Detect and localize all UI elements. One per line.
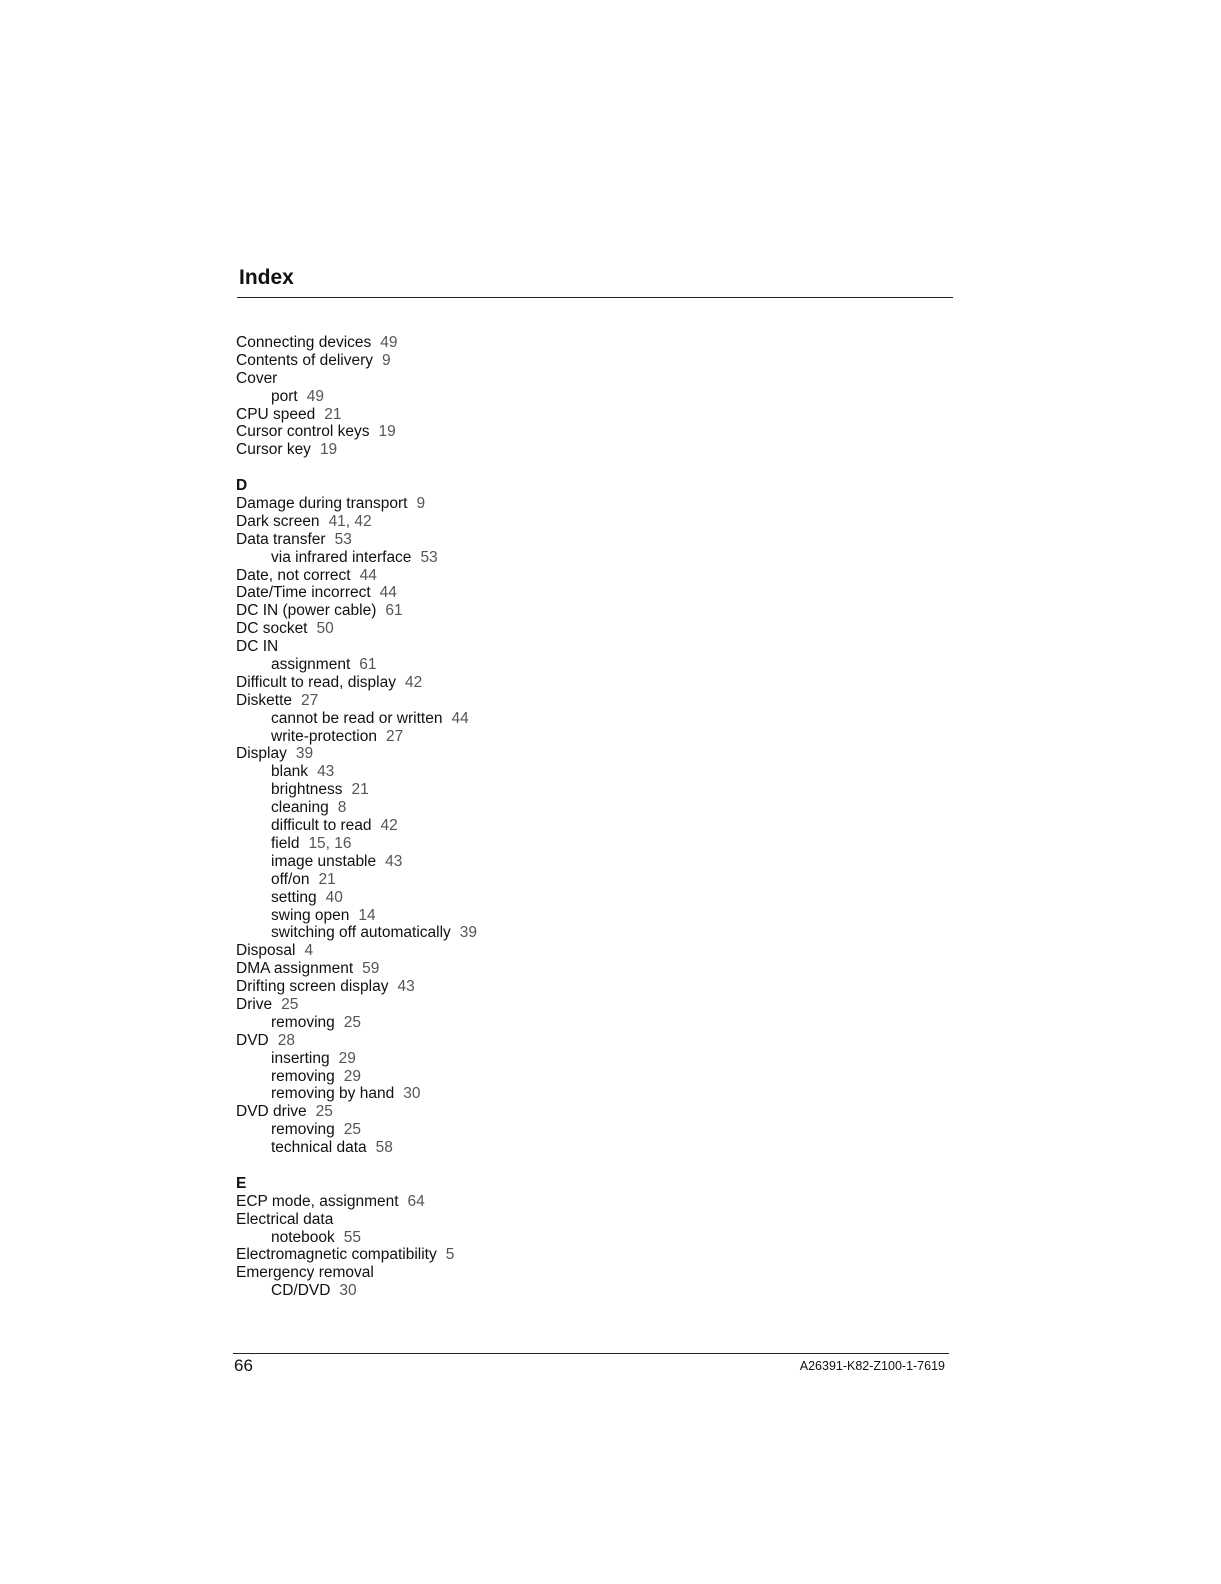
index-entry <box>236 406 656 424</box>
index-subentry <box>236 1085 656 1103</box>
index-entry <box>236 352 656 370</box>
index-page-ref: 25 <box>343 1121 361 1139</box>
index-page-ref: 28 <box>277 1031 295 1049</box>
index-term: Emergency removal <box>236 1264 374 1282</box>
header-rule <box>237 297 953 298</box>
index-page-ref: 29 <box>343 1067 361 1085</box>
index-term: Electrical data <box>236 1210 334 1228</box>
index-page-ref: 9 <box>416 495 426 513</box>
index-page-ref: 61 <box>385 602 403 620</box>
index-page-ref: 59 <box>362 960 380 978</box>
index-entry <box>236 1193 656 1211</box>
index-entry <box>236 334 656 352</box>
index-entry <box>236 495 656 513</box>
index-subentry <box>236 710 656 728</box>
index-subentry <box>236 728 656 746</box>
index-term: setting <box>271 888 317 906</box>
index-page-ref: 8 <box>337 799 347 817</box>
index-entry <box>236 638 656 656</box>
index-term: cannot be read or written <box>271 709 443 727</box>
index-term: inserting <box>271 1049 330 1067</box>
index-page-ref: 41, 42 <box>328 512 372 530</box>
index-term: Difficult to read, display <box>236 673 396 691</box>
index-term: Date/Time incorrect <box>236 584 371 602</box>
index-term: Diskette <box>236 691 292 709</box>
index-subentry <box>236 388 656 406</box>
index-term: technical data <box>271 1139 367 1157</box>
index-subentry <box>236 889 656 907</box>
index-term: difficult to read <box>271 817 372 835</box>
index-page-ref: 19 <box>378 423 396 441</box>
index-entry <box>236 1246 656 1264</box>
index-term: DC IN (power cable) <box>236 602 377 620</box>
index-subentry <box>236 871 656 889</box>
index-term: Drifting screen display <box>236 978 389 996</box>
index-page-ref: 29 <box>338 1049 356 1067</box>
index-page-ref: 30 <box>403 1085 421 1103</box>
index-entry <box>236 960 656 978</box>
index-entry <box>236 513 656 531</box>
index-entry <box>236 602 656 620</box>
index-term: write-protection <box>271 727 377 745</box>
index-page-ref: 19 <box>319 441 338 459</box>
index-page-ref: 25 <box>281 995 299 1013</box>
index-subentry <box>236 1068 656 1086</box>
index-subentry <box>236 656 656 674</box>
index-page-ref: 44 <box>379 584 397 602</box>
index-entry <box>236 745 656 763</box>
index-term: ECP mode, assignment <box>236 1192 399 1210</box>
index-page-ref: 4 <box>304 942 314 960</box>
group-spacer <box>236 1157 656 1175</box>
index-entry <box>236 1103 656 1121</box>
index-page-ref: 15, 16 <box>308 834 352 852</box>
index-term: removing <box>271 1067 335 1085</box>
index-term: Display <box>236 745 287 763</box>
index-page-ref: 21 <box>318 870 336 888</box>
index-page-ref: 27 <box>385 727 404 745</box>
footer-rule <box>233 1353 949 1354</box>
index-subentry <box>236 799 656 817</box>
index-page-ref: 25 <box>315 1103 333 1121</box>
index-term: swing open <box>271 906 350 924</box>
index-subentry <box>236 781 656 799</box>
index-page-ref: 25 <box>343 1013 361 1031</box>
index-subentry <box>236 763 656 781</box>
index-page-ref: 44 <box>451 709 469 727</box>
index-page-ref: 43 <box>317 763 335 781</box>
index-term: Disposal <box>236 942 296 960</box>
index-term: Damage during transport <box>236 495 408 513</box>
index-page-ref: 58 <box>375 1139 393 1157</box>
index-page-ref: 44 <box>359 566 377 584</box>
index-term: Electromagnetic compatibility <box>236 1246 437 1264</box>
index-page-ref: 61 <box>359 656 377 674</box>
index-entry <box>236 531 656 549</box>
index-term: Drive <box>236 995 273 1013</box>
index-letter-heading: E <box>236 1174 247 1192</box>
group-spacer <box>236 459 656 477</box>
index-term: CPU speed <box>236 405 316 423</box>
index-list <box>236 334 656 1300</box>
index-term: DVD drive <box>236 1103 307 1121</box>
index-entry <box>236 996 656 1014</box>
index-term: CD/DVD <box>271 1282 331 1300</box>
index-term: assignment <box>271 656 351 674</box>
index-page-ref: 49 <box>306 387 324 405</box>
index-term: notebook <box>271 1228 335 1246</box>
index-term: DMA assignment <box>236 960 354 978</box>
index-term: image unstable <box>271 852 377 870</box>
index-page-ref: 5 <box>445 1246 455 1264</box>
index-term: Contents of delivery <box>236 351 373 369</box>
index-term: Connecting devices <box>236 334 372 351</box>
index-term: Cover <box>236 369 278 387</box>
index-term: removing <box>271 1013 335 1031</box>
index-page-ref: 42 <box>380 817 398 835</box>
index-term: Cursor key <box>236 441 311 459</box>
index-subentry <box>236 1282 656 1300</box>
index-term: Data transfer <box>236 530 326 548</box>
index-entry <box>236 674 656 692</box>
index-term: off/on <box>271 870 310 888</box>
index-term: removing <box>271 1121 335 1139</box>
index-entry <box>236 1264 656 1282</box>
index-subentry <box>236 1014 656 1032</box>
index-subentry <box>236 907 656 925</box>
index-page-ref: 49 <box>380 334 398 351</box>
index-entry <box>236 370 656 388</box>
index-entry <box>236 942 656 960</box>
index-page-ref: 9 <box>382 351 391 369</box>
page-number: 66 <box>234 1356 253 1375</box>
index-entry <box>236 1032 656 1050</box>
index-page-ref: 14 <box>358 906 376 924</box>
index-subentry <box>236 549 656 567</box>
index-term: brightness <box>271 781 343 799</box>
index-page-ref: 21 <box>324 405 342 423</box>
index-subentry <box>236 835 656 853</box>
index-term: Cursor control keys <box>236 423 370 441</box>
index-page-ref: 27 <box>301 691 319 709</box>
index-page-ref: 43 <box>385 852 403 870</box>
index-page-ref: 40 <box>325 888 343 906</box>
index-term: Date, not correct <box>236 566 351 584</box>
index-page-ref: 39 <box>295 745 314 763</box>
index-letter-heading: D <box>236 477 248 495</box>
index-term: via infrared interface <box>271 548 412 566</box>
index-term: cleaning <box>271 799 329 817</box>
index-entry <box>236 620 656 638</box>
index-term: Dark screen <box>236 512 320 530</box>
page-title: Index <box>239 266 294 289</box>
index-term: switching off automatically <box>271 924 451 942</box>
index-subentry <box>236 1139 656 1157</box>
index-page-ref: 55 <box>343 1228 362 1246</box>
index-term: field <box>271 834 300 852</box>
index-subentry <box>236 1050 656 1068</box>
index-entry <box>236 567 656 585</box>
index-term: removing by hand <box>271 1085 395 1103</box>
index-subentry <box>236 924 656 942</box>
index-page-ref: 50 <box>316 620 334 638</box>
index-term: DVD <box>236 1031 269 1049</box>
index-page-ref: 39 <box>459 924 478 942</box>
index-entry <box>236 423 656 441</box>
index-page-ref: 21 <box>351 781 369 799</box>
document-id: A26391-K82-Z100-1-7619 <box>799 1359 945 1373</box>
index-subentry <box>236 1121 656 1139</box>
index-page-ref: 43 <box>397 978 415 996</box>
index-term: DC socket <box>236 620 308 638</box>
index-entry <box>236 584 656 602</box>
index-entry <box>236 978 656 996</box>
index-term: DC IN <box>236 638 279 656</box>
index-entry <box>236 692 656 710</box>
index-page-ref: 53 <box>420 548 438 566</box>
index-entry <box>236 441 656 459</box>
index-page-ref: 64 <box>407 1192 425 1210</box>
index-term: blank <box>271 763 309 781</box>
index-entry <box>236 1211 656 1229</box>
index-term: port <box>271 387 298 405</box>
index-page-ref: 53 <box>334 530 352 548</box>
index-page-ref: 30 <box>339 1282 357 1300</box>
index-subentry <box>236 1229 656 1247</box>
index-page-ref: 42 <box>404 673 423 691</box>
index-subentry <box>236 817 656 835</box>
index-subentry <box>236 853 656 871</box>
